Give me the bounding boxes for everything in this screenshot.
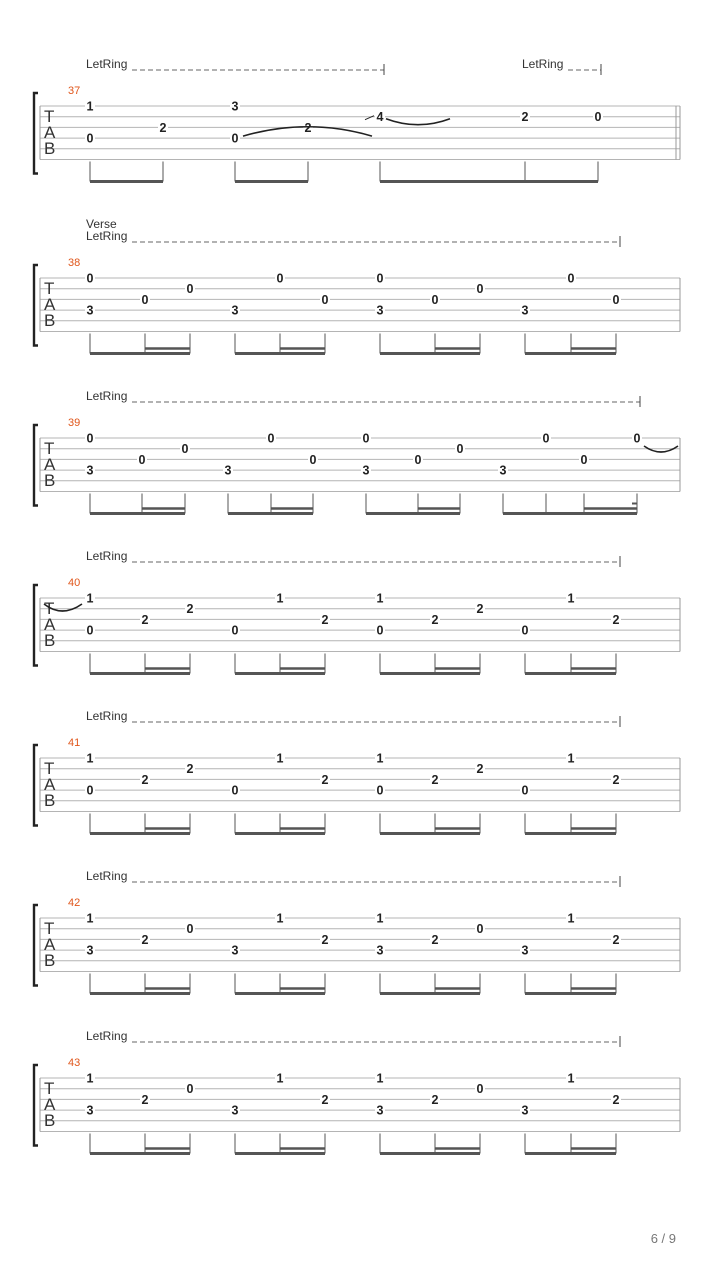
letring-label: LetRing [86,709,128,723]
fret-number: 2 [159,120,167,135]
fret-number: 2 [186,762,194,777]
tab-system-41 [34,709,680,834]
letring-label: LetRing [522,57,564,71]
fret-number: 0 [456,442,464,457]
fret-number: 1 [276,1071,284,1086]
system-bracket [34,585,38,666]
measure-number: 39 [68,417,81,429]
tab-clef-letter: T [44,279,55,298]
tab-clef-letter: T [44,759,55,778]
fret-number: 2 [321,1092,329,1107]
fret-number: 0 [376,271,384,286]
fret-number: 4 [376,110,384,125]
fret-number: 0 [376,623,384,638]
fret-number: 3 [521,303,529,318]
fret-number: 2 [431,1092,439,1107]
fret-number: 0 [86,783,94,798]
system-bracket [34,93,38,174]
system-bracket [34,265,38,346]
tab-system-42 [34,869,680,994]
fret-number: 2 [304,120,312,135]
tab-clef-letter: T [44,1079,55,1098]
fret-number: 0 [567,271,575,286]
fret-number: 0 [542,431,550,446]
measure-number: 38 [68,257,81,269]
fret-number: 0 [231,623,239,638]
fret-number: 0 [521,623,529,638]
fret-number: 0 [231,783,239,798]
page-number: 6 / 9 [650,1231,676,1246]
tab-clef-letter: A [44,295,56,314]
fret-number: 2 [476,762,484,777]
tie [386,119,450,125]
fret-number: 3 [499,463,507,478]
measure-number: 42 [68,897,81,909]
fret-number: 2 [612,932,620,947]
tab-system-39 [34,389,680,514]
fret-number: 2 [612,612,620,627]
fret-number: 2 [141,612,149,627]
fret-number: 0 [431,292,439,307]
measure-number: 37 [68,85,81,97]
fret-number: 1 [86,911,94,926]
fret-number: 3 [376,1103,384,1118]
fret-number: 0 [521,783,529,798]
fret-number: 2 [431,932,439,947]
fret-number: 0 [594,110,602,125]
section-label: Verse [86,217,117,231]
measure-number: 41 [68,737,81,749]
tab-clef-letter: B [44,139,56,158]
fret-number: 2 [321,772,329,787]
letring-label: LetRing [86,389,128,403]
tab-clef-letter: T [44,599,55,618]
letring-label: LetRing [86,549,128,563]
tab-clef-letter: B [44,1111,56,1130]
fret-number: 0 [86,431,94,446]
fret-number: 0 [580,452,588,467]
tab-clef-letter: A [44,615,56,634]
fret-number: 2 [521,110,529,125]
fret-number: 1 [376,591,384,606]
fret-number: 2 [431,612,439,627]
tab-clef-letter: B [44,311,56,330]
system-bracket [34,745,38,826]
tab-clef-letter: B [44,951,56,970]
fret-number: 1 [376,911,384,926]
letring-label: LetRing [86,57,128,71]
fret-number: 2 [476,602,484,617]
fret-number: 0 [476,922,484,937]
fret-number: 2 [612,1092,620,1107]
fret-number: 0 [186,282,194,297]
fret-number: 3 [376,303,384,318]
fret-number: 2 [321,932,329,947]
system-bracket [34,905,38,986]
fret-number: 0 [141,292,149,307]
fret-number: 3 [86,943,94,958]
fret-number: 1 [276,591,284,606]
letring-label: LetRing [86,869,128,883]
tab-clef-letter: A [44,775,56,794]
fret-number: 0 [376,783,384,798]
tab-clef-letter: B [44,631,56,650]
fret-number: 0 [612,292,620,307]
fret-number: 2 [431,772,439,787]
fret-number: 0 [181,442,189,457]
fret-number: 0 [476,282,484,297]
letring-label: LetRing [86,229,128,243]
tab-clef-letter: A [44,455,56,474]
tab-clef-letter: A [44,1095,56,1114]
fret-number: 3 [362,463,370,478]
fret-number: 0 [321,292,329,307]
fret-number: 1 [567,1071,575,1086]
fret-number: 0 [309,452,317,467]
fret-number: 0 [476,1082,484,1097]
fret-number: 0 [414,452,422,467]
fret-number: 1 [567,911,575,926]
tab-clef-letter: A [44,935,56,954]
fret-number: 3 [231,1103,239,1118]
letring-label: LetRing [86,1029,128,1043]
fret-number: 1 [376,751,384,766]
fret-number: 3 [231,943,239,958]
fret-number: 3 [231,99,239,114]
fret-number: 0 [86,271,94,286]
fret-number: 0 [231,131,239,146]
fret-number: 2 [186,602,194,617]
fret-number: 0 [186,1082,194,1097]
fret-number: 1 [86,1071,94,1086]
fret-number: 0 [86,623,94,638]
fret-number: 2 [321,612,329,627]
tab-clef-letter: B [44,791,56,810]
fret-number: 1 [276,751,284,766]
tab-clef-letter: B [44,471,56,490]
fret-number: 0 [186,922,194,937]
fret-number: 0 [267,431,275,446]
tab-clef-letter: T [44,919,55,938]
tab-clef-letter: A [44,123,56,142]
fret-number: 3 [376,943,384,958]
tab-system-40 [34,549,680,674]
tab-clef-letter: T [44,107,55,126]
fret-number: 1 [567,591,575,606]
fret-number: 3 [86,463,94,478]
fret-number: 1 [276,911,284,926]
tab-clef-letter: T [44,439,55,458]
fret-number: 3 [224,463,232,478]
system-bracket [34,1065,38,1146]
fret-number: 2 [141,1092,149,1107]
fret-number: 3 [231,303,239,318]
fret-number: 3 [521,943,529,958]
fret-number: 0 [633,431,641,446]
fret-number: 0 [362,431,370,446]
fret-number: 3 [86,1103,94,1118]
fret-number: 0 [138,452,146,467]
fret-number: 0 [86,131,94,146]
fret-number: 1 [86,99,94,114]
fret-number: 1 [86,751,94,766]
fret-number: 0 [276,271,284,286]
tab-system-37 [34,57,680,182]
fret-number: 2 [141,932,149,947]
tab-system-38 [34,217,680,354]
fret-number: 2 [141,772,149,787]
system-bracket [34,425,38,506]
fret-number: 1 [567,751,575,766]
measure-number: 40 [68,577,81,589]
fret-number: 3 [86,303,94,318]
fret-number: 2 [612,772,620,787]
tab-system-43 [34,1029,680,1154]
fret-number: 1 [86,591,94,606]
fret-number: 3 [521,1103,529,1118]
measure-number: 43 [68,1057,81,1069]
fret-number: 1 [376,1071,384,1086]
